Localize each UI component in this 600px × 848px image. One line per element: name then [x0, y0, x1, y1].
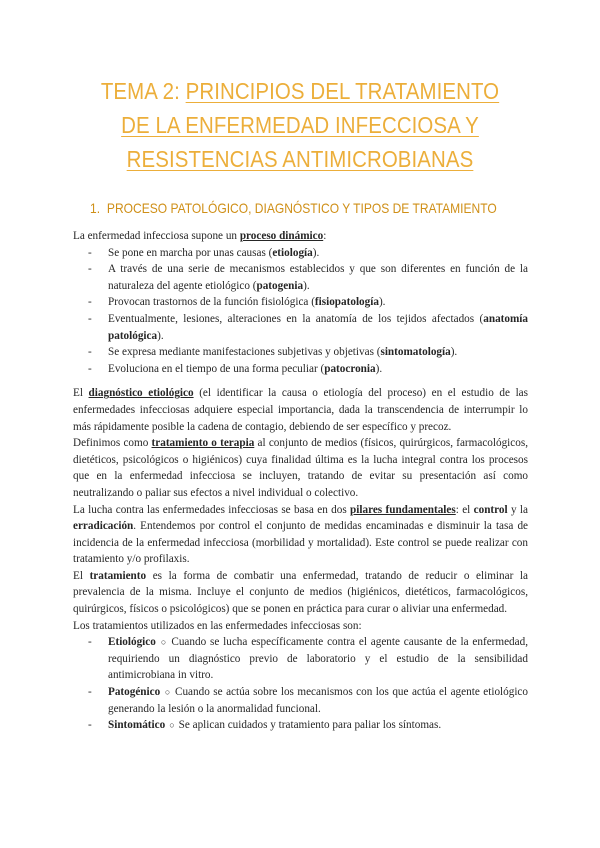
- text: La lucha contra las enfermedades infecciosas se basa en dos: [73, 503, 351, 516]
- text: Se pone en marcha por unas causas (: [108, 246, 273, 259]
- paragraph-proceso: [73, 228, 528, 245]
- term-tratamiento: tratamiento: [89, 569, 147, 582]
- text: Cuando se lucha específicamente contra el agente causante de la enfermedad, requiriendo un diagnóstico previo de laboratorio y el estudio de la sensibilidad antimicrobiana in vitro.: [108, 636, 528, 682]
- term-pilares-fundamentales: pilares fundamentales: [350, 503, 456, 516]
- list-item: [73, 361, 528, 378]
- text: La enfermedad infecciosa supone un: [73, 230, 240, 242]
- document-body: [73, 228, 528, 734]
- text: es la forma de combatir una enfermedad, tratando de reducir o eliminar la prevalencia de la misma. Incluye el conjunto de medios (higiénicos, dietéticos, farmacológicos, quirúrgicos, físicos o psicológicos) que se ponen en práctica para curar o aliviar una enfermedad.: [73, 569, 528, 616]
- list-item: [73, 717, 528, 734]
- text: (el identificar la causa o etiología del proceso) en el estudio de las enfermedades infecciosas adquiere especial importancia, dada la transcendencia de interrumpir lo más rápidamente posible la cadena de contagio, debiendo de ser específico y precoz.: [73, 387, 528, 433]
- list-item: [73, 294, 528, 311]
- circle-bullet-icon: ○: [164, 687, 171, 698]
- list-item: [73, 684, 528, 717]
- section-heading-text: PROCESO PATOLÓGICO, DIAGNÓSTICO Y TIPOS DE TRATAMIENTO: [106, 200, 497, 216]
- term: anatomía patológica: [108, 312, 528, 342]
- list-item: [73, 261, 528, 294]
- text: ).: [450, 346, 458, 359]
- text: Evoluciona en el tiempo de una forma peculiar (: [108, 362, 325, 375]
- paragraph-pilares: [73, 502, 528, 568]
- paragraph-tratamiento-definicion: [73, 435, 528, 501]
- text: Eventualmente, lesiones, alteraciones en la anatomía de los tejidos afectados (: [108, 312, 484, 325]
- text: El: [73, 569, 90, 582]
- text: ).: [375, 362, 383, 375]
- list-item: [73, 311, 528, 344]
- text: Cuando se actúa sobre los mecanismos con los que actúa el agente etiológico generando la lesión o la anormalidad funcional.: [108, 686, 528, 715]
- paragraph-tipos: Los tratamientos utilizados en las enfermedades infecciosas son:: [73, 619, 362, 632]
- term-control: control: [473, 503, 508, 516]
- section-heading: [90, 200, 497, 216]
- paragraph-diagnostico: [73, 385, 528, 435]
- term: fisiopatología: [314, 296, 379, 309]
- text: El: [73, 387, 89, 400]
- text: ).: [378, 296, 386, 309]
- list-item: [73, 634, 528, 684]
- text: :: [323, 230, 327, 242]
- term-erradicacion: erradicación: [73, 520, 134, 533]
- text: Se expresa mediante manifestaciones subjetivas y objetivas (: [108, 346, 381, 359]
- text: Se aplican cuidados y tratamiento para paliar los síntomas.: [178, 719, 442, 732]
- term: Sintomático: [108, 719, 166, 732]
- paragraph-tratamiento: [73, 568, 528, 618]
- circle-bullet-icon: ○: [169, 720, 175, 731]
- term: etiología: [272, 246, 313, 259]
- text: al conjunto de medios (físicos, quirúrgicos, farmacológicos, dietéticos, psicológicos o higiénicos) cuya finalidad última es la lucha integral contra los procesos que en la enfermedad infecciosa se incluyen, tratando de evitar su presentación así como neutralizando o paliar sus efectos a nivel individual o colectivo.: [73, 437, 528, 499]
- document-title: [74, 74, 526, 176]
- text: Definimos como: [73, 437, 152, 450]
- title-line-1: PRINCIPIOS DEL TRATAMIENTO: [185, 78, 500, 104]
- text: A través de una serie de mecanismos establecidos y que son diferentes en función de la naturaleza del agente etiológico (: [108, 263, 528, 292]
- term: Etiológico: [108, 636, 156, 649]
- term: patocronia: [324, 362, 376, 375]
- section-number: 1.: [90, 200, 101, 216]
- tratamientos-list: [73, 634, 528, 734]
- text: : el: [455, 503, 474, 516]
- proceso-list: [73, 245, 528, 378]
- term: patogenia: [256, 279, 304, 292]
- text: ).: [157, 329, 164, 342]
- text: ).: [312, 246, 320, 259]
- title-prefix: TEMA 2:: [100, 78, 186, 104]
- text: ).: [303, 279, 310, 292]
- list-item: [73, 344, 528, 361]
- title-line-2: DE LA ENFERMEDAD INFECCIOSA Y: [121, 112, 479, 138]
- term-diagnostico-etiologico: diagnóstico etiológico: [88, 387, 194, 400]
- text: . Entendemos por control el conjunto de medidas encaminadas e disminuir la tasa de incidencia de la enfermedad infecciosa (morbilidad y mortalidad). Este control se puede realizar con tratamiento y/o profilaxis.: [73, 520, 528, 566]
- text: y la: [507, 503, 528, 516]
- term: sintomatología: [380, 346, 451, 359]
- term: Patogénico: [108, 686, 161, 699]
- circle-bullet-icon: ○: [159, 637, 168, 648]
- term-proceso-dinamico: proceso dinámico: [239, 230, 324, 242]
- term-tratamiento-terapia: tratamiento o terapia: [151, 437, 255, 450]
- text: Provocan trastornos de la función fisiológica (: [108, 296, 315, 309]
- list-item: [73, 245, 528, 262]
- title-line-3: RESISTENCIAS ANTIMICROBIANAS: [126, 146, 474, 172]
